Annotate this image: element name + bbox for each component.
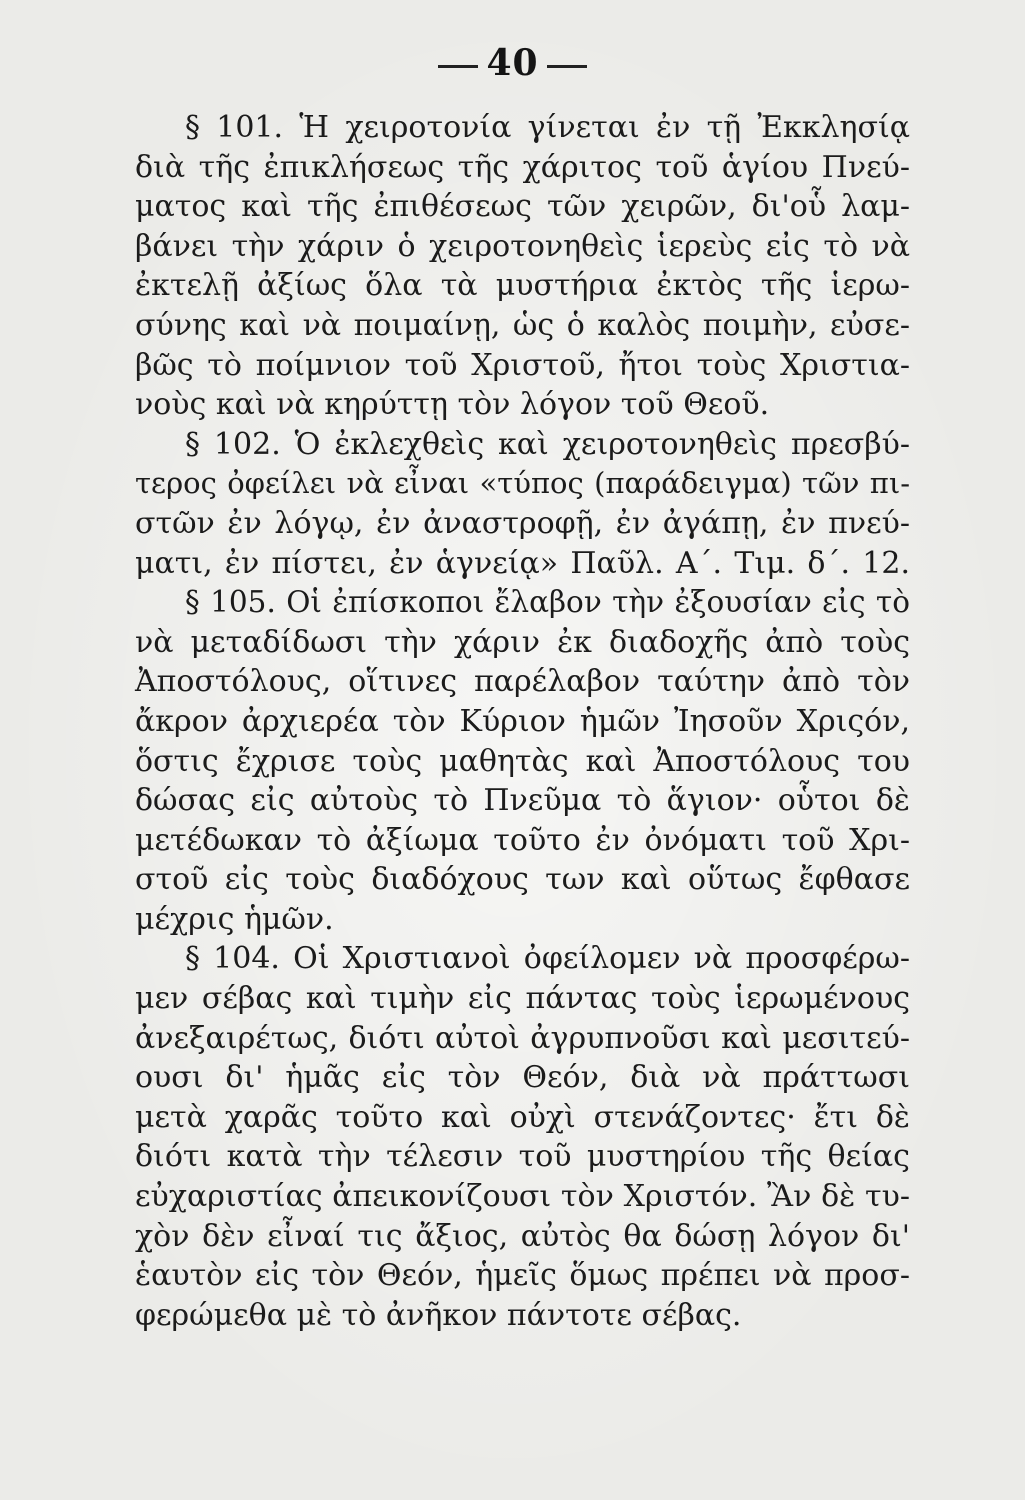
page-number — [0, 42, 1025, 84]
text-line: διότι κατὰ τὴν τέλεσιν τοῦ μυστηρίου τῆς θείας — [135, 1139, 910, 1175]
text-line: στοῦ εἰς τοὺς διαδόχους των καὶ οὕτως ἔφθασε — [135, 862, 910, 898]
text-line: ἑαυτὸν εἰς τὸν Θεόν, ἡμεῖς ὅμως πρέπει νὰ προσ- — [135, 1258, 910, 1294]
text-line: βῶς τὸ ποίμνιον τοῦ Χριστοῦ, ἤτοι τοὺς Χριστια- — [135, 347, 910, 383]
text-line: ἄκρον ἀρχιερέα τὸν Κύριον ἡμῶν Ἰησοῦν Χριςόν, — [135, 703, 910, 739]
text-line: τερος ὀφείλει νὰ εἶναι «τύπος (παράδειγμα) τῶν πι- — [135, 466, 910, 501]
text-line: διὰ τῆς ἐπικλήσεως τῆς χάριτος τοῦ ἁγίου Πνεύ- — [135, 149, 910, 185]
text-line: δώσας εἰς αὐτοὺς τὸ Πνεῦμα τὸ ἅγιον· οὗτοι δὲ — [135, 783, 910, 819]
text-line: ματι, ἐν πίστει, ἐν ἁγνείᾳ» Παῦλ. Α΄. Τιμ. δ΄. 12. — [135, 545, 910, 581]
text-line: εὐχαριστίας ἀπεικονίζουσι τὸν Χριστόν. Ἂν δὲ τυ- — [135, 1179, 910, 1215]
text-line: ὅστις ἔχρισε τοὺς μαθητὰς καὶ Ἀποστόλους του — [135, 743, 910, 779]
text-line: μετέδωκαν τὸ ἀξίωμα τοῦτο ἐν ὀνόματι τοῦ Χρι- — [135, 822, 910, 858]
body-text — [135, 108, 910, 1335]
text-line: βάνει τὴν χάριν ὁ χειροτονηθεὶς ἱερεὺς εἰς τὸ νὰ — [135, 228, 910, 264]
text-line: ἐκτελῇ ἀξίως ὅλα τὰ μυστήρια ἐκτὸς τῆς ἱερω- — [135, 268, 910, 304]
text-line: ματος καὶ τῆς ἐπιθέσεως τῶν χειρῶν, δι'οὗ λαμ- — [135, 189, 910, 225]
text-line: φερώμεθα μὲ τὸ ἀνῆκον πάντοτε σέβας. — [135, 1297, 742, 1333]
text-line: νοὺς καὶ νὰ κηρύττῃ τὸν λόγον τοῦ Θεοῦ. — [135, 387, 770, 423]
text-line: § 101. Ἡ χειροτονία γίνεται ἐν τῇ Ἐκκλησίᾳ — [185, 110, 910, 145]
right-dash — [547, 65, 587, 68]
left-dash — [438, 65, 478, 68]
text-line: μετὰ χαρᾶς τοῦτο καὶ οὐχὶ στενάζοντες· ἔτι δὲ — [135, 1099, 910, 1135]
text-line: μέχρις ἡμῶν. — [135, 901, 334, 937]
text-line: § 102. Ὁ ἐκλεχθεὶς καὶ χειροτονηθεὶς πρεσβύ- — [185, 426, 910, 462]
text-line: νὰ μεταδίδωσι τὴν χάριν ἐκ διαδοχῆς ἀπὸ τοὺς — [135, 624, 910, 660]
text-line: ἀνεξαιρέτως, διότι αὐτοὶ ἀγρυπνοῦσι καὶ μεσιτεύ- — [135, 1020, 910, 1056]
text-line: μεν σέβας καὶ τιμὴν εἰς πάντας τοὺς ἱερωμένους — [135, 981, 910, 1017]
text-line: § 104. Οἱ Χριστιανοὶ ὀφείλομεν νὰ προσφέρω- — [185, 941, 910, 977]
text-line: στῶν ἐν λόγῳ, ἐν ἀναστροφῇ, ἐν ἀγάπῃ, ἐν πνεύ- — [135, 505, 910, 541]
text-line: § 105. Οἱ ἐπίσκοποι ἔλαβον τὴν ἐξουσίαν εἰς τὸ — [185, 585, 910, 620]
text-line: σύνης καὶ νὰ ποιμαίνῃ, ὡς ὁ καλὸς ποιμὴν, εὐσε- — [135, 307, 910, 343]
text-line: Ἀποστόλους, οἵτινες παρέλαβον ταύτην ἀπὸ τὸν — [135, 664, 910, 700]
page-number-value: 40 — [486, 42, 539, 84]
text-line: χὸν δὲν εἶναί τις ἄξιος, αὐτὸς θα δώσῃ λόγον δι' — [135, 1218, 910, 1254]
text-line: ουσι δι' ἡμᾶς εἰς τὸν Θεόν, διὰ νὰ πράττωσι — [135, 1060, 910, 1096]
